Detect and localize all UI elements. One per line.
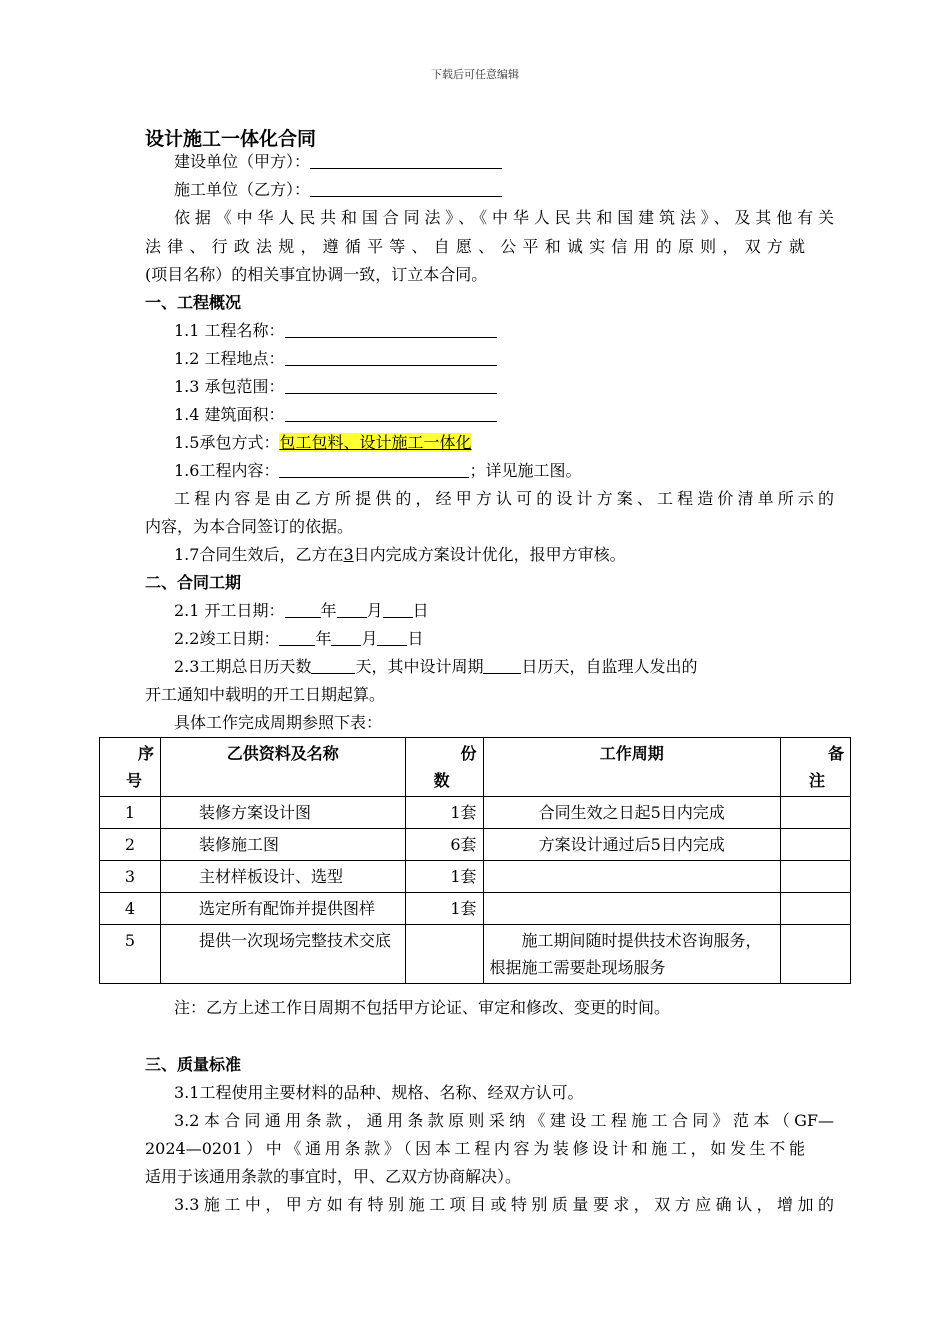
row-qty: 1套 xyxy=(405,893,483,925)
end-month-blank[interactable] xyxy=(331,629,361,646)
design-days-blank[interactable] xyxy=(483,657,521,674)
table-note: 注：乙方上述工作日周期不包括甲方论证、审定和修改、变更的时间。 xyxy=(174,998,671,1017)
header-qty-part-1: 份 xyxy=(460,744,477,763)
design-optimization-days: 3 xyxy=(343,545,354,564)
row-period: 方案设计通过后5日内完成 xyxy=(483,829,781,861)
header-remark-part-1: 备 xyxy=(827,744,844,763)
day-unit: 日 xyxy=(412,601,429,620)
party-a-blank[interactable] xyxy=(310,152,502,169)
period-mid: 天，其中设计周期 xyxy=(355,657,484,676)
row-qty xyxy=(405,925,483,984)
row-item: 主材样板设计、选型 xyxy=(160,861,405,893)
row-no: 2 xyxy=(100,829,161,861)
quality-item-1: 3.1工程使用主要材料的品种、规格、名称、经双方认可。 xyxy=(174,1083,584,1102)
project-content-line xyxy=(145,460,834,482)
contract-mode-line xyxy=(145,432,834,454)
project-name-label: 1.1 工程名称： xyxy=(174,321,285,340)
party-a-line xyxy=(145,151,834,173)
row-no: 5 xyxy=(100,925,161,984)
table-row xyxy=(100,797,851,829)
party-a-label: 建设单位（甲方）： xyxy=(174,152,311,171)
intro-line-1: 依据《中华人民共和国合同法》、《中华人民共和国建筑法》、及其他有关 xyxy=(174,208,834,227)
header-period: 工作周期 xyxy=(483,738,781,797)
quality-item-2-line-3: 适用于该通用条款的事宜时，甲、乙双方协商解决）。 xyxy=(145,1167,522,1186)
period-prefix: 2.3工期总日历天数 xyxy=(174,657,312,676)
table-header-row xyxy=(100,738,851,797)
header-no-part-1: 序 xyxy=(137,744,154,763)
start-date-line xyxy=(145,600,834,622)
year-unit: 年 xyxy=(320,601,337,620)
end-date-label: 2.2竣工日期： xyxy=(174,629,280,648)
row-no: 1 xyxy=(100,797,161,829)
header-qty xyxy=(405,738,483,797)
project-name-blank[interactable] xyxy=(285,321,497,338)
table-row xyxy=(100,925,851,984)
section-1-heading: 一、工程概况 xyxy=(145,293,242,312)
quality-item-2-line-2: 2024—0201）中《通用条款》（因本工程内容为装修设计和施工，如发生不能 xyxy=(145,1139,805,1158)
row-qty: 1套 xyxy=(405,797,483,829)
project-name-line xyxy=(145,320,834,342)
intro-line-3-suffix: 的相关事宜协调一致，订立本合同。 xyxy=(231,265,488,284)
content-basis-line-2: 内容，为本合同签订的依据。 xyxy=(145,517,354,536)
project-location-blank[interactable] xyxy=(285,349,497,366)
row-remark xyxy=(781,925,851,984)
project-content-blank[interactable] xyxy=(279,461,469,478)
header-qty-part-2: 数 xyxy=(433,771,450,790)
row-item: 装修方案设计图 xyxy=(160,797,405,829)
party-b-line xyxy=(145,179,834,201)
header-remark-part-2: 注 xyxy=(809,771,826,790)
end-day-blank[interactable] xyxy=(377,629,407,646)
quality-item-3-line-1: 3.3施工中，甲方如有特别施工项目或特别质量要求，双方应确认，增加的 xyxy=(174,1195,834,1214)
design-optimization-suffix: 日内完成方案设计优化，报甲方审核。 xyxy=(353,545,626,564)
row-remark xyxy=(781,797,851,829)
total-days-blank[interactable] xyxy=(311,657,355,674)
end-date-line xyxy=(145,628,834,650)
table-row xyxy=(100,893,851,925)
design-optimization-prefix: 1.7合同生效后，乙方在 xyxy=(174,545,344,564)
page-header-note: 下载后可任意编辑 xyxy=(431,68,519,81)
section-3-heading: 三、质量标准 xyxy=(145,1055,242,1074)
contract-scope-blank[interactable] xyxy=(285,377,497,394)
row-period xyxy=(483,893,781,925)
design-optimization-line xyxy=(145,544,834,566)
contract-mode-label: 1.5承包方式： xyxy=(174,433,280,452)
row-remark xyxy=(781,861,851,893)
building-area-line xyxy=(145,404,834,426)
project-location-line xyxy=(145,348,834,370)
row-remark xyxy=(781,893,851,925)
row-period xyxy=(483,861,781,893)
start-date-label: 2.1 开工日期： xyxy=(174,601,285,620)
year-unit: 年 xyxy=(315,629,332,648)
content-basis-line-1: 工程内容是由乙方所提供的，经甲方认可的设计方案、工程造价清单所示的 xyxy=(174,489,834,508)
row-no: 4 xyxy=(100,893,161,925)
row-item: 提供一次现场完整技术交底 xyxy=(160,925,405,984)
end-year-blank[interactable] xyxy=(279,629,315,646)
month-unit: 月 xyxy=(361,629,378,648)
header-no xyxy=(100,738,161,797)
row-item: 装修施工图 xyxy=(160,829,405,861)
header-remark xyxy=(781,738,851,797)
building-area-label: 1.4 建筑面积： xyxy=(174,405,285,424)
section-2-heading: 二、合同工期 xyxy=(145,573,242,592)
contract-scope-line xyxy=(145,376,834,398)
table-row xyxy=(100,861,851,893)
header-item: 乙供资料及名称 xyxy=(160,738,405,797)
document-title: 设计施工一体化合同 xyxy=(145,128,317,150)
intro-line-3 xyxy=(145,264,805,286)
start-day-blank[interactable] xyxy=(383,601,413,618)
intro-line-2: 法律、行政法规，遵循平等、自愿、公平和诚实信用的原则，双方就 xyxy=(145,237,805,256)
row-no: 3 xyxy=(100,861,161,893)
project-location-label: 1.2 工程地点： xyxy=(174,349,285,368)
building-area-blank[interactable] xyxy=(285,405,497,422)
table-intro: 具体工作完成周期参照下表： xyxy=(174,713,383,732)
month-unit: 月 xyxy=(366,601,383,620)
schedule-table xyxy=(99,737,851,984)
row-period: 合同生效之日起5日内完成 xyxy=(483,797,781,829)
row-qty: 1套 xyxy=(405,861,483,893)
start-year-blank[interactable] xyxy=(285,601,321,618)
row-qty: 6套 xyxy=(405,829,483,861)
period-line-2: 开工通知中载明的开工日期起算。 xyxy=(145,685,386,704)
contract-scope-label: 1.3 承包范围： xyxy=(174,377,285,396)
row-period: 施工期间随时提供技术咨询服务，根据施工需要赴现场服务 xyxy=(483,925,781,984)
period-line-1 xyxy=(145,656,834,678)
party-b-blank[interactable] xyxy=(310,180,502,197)
contract-mode-value: 包工包料、设计施工一体化 xyxy=(279,433,472,452)
day-unit: 日 xyxy=(407,629,424,648)
party-b-label: 施工单位（乙方）： xyxy=(174,180,311,199)
period-suffix: 日历天，自监理人发出的 xyxy=(521,657,698,676)
intro-project-name: (项目名称） xyxy=(145,265,232,284)
header-no-part-2: 号 xyxy=(126,771,143,790)
table-row xyxy=(100,829,851,861)
project-content-label: 1.6工程内容： xyxy=(174,461,280,480)
project-content-suffix: ；详见施工图。 xyxy=(469,461,582,480)
start-month-blank[interactable] xyxy=(337,601,367,618)
quality-item-2-line-1: 3.2本合同通用条款，通用条款原则采纳《建设工程施工合同》范本（GF— xyxy=(174,1111,834,1130)
row-remark xyxy=(781,829,851,861)
row-item: 选定所有配饰并提供图样 xyxy=(160,893,405,925)
